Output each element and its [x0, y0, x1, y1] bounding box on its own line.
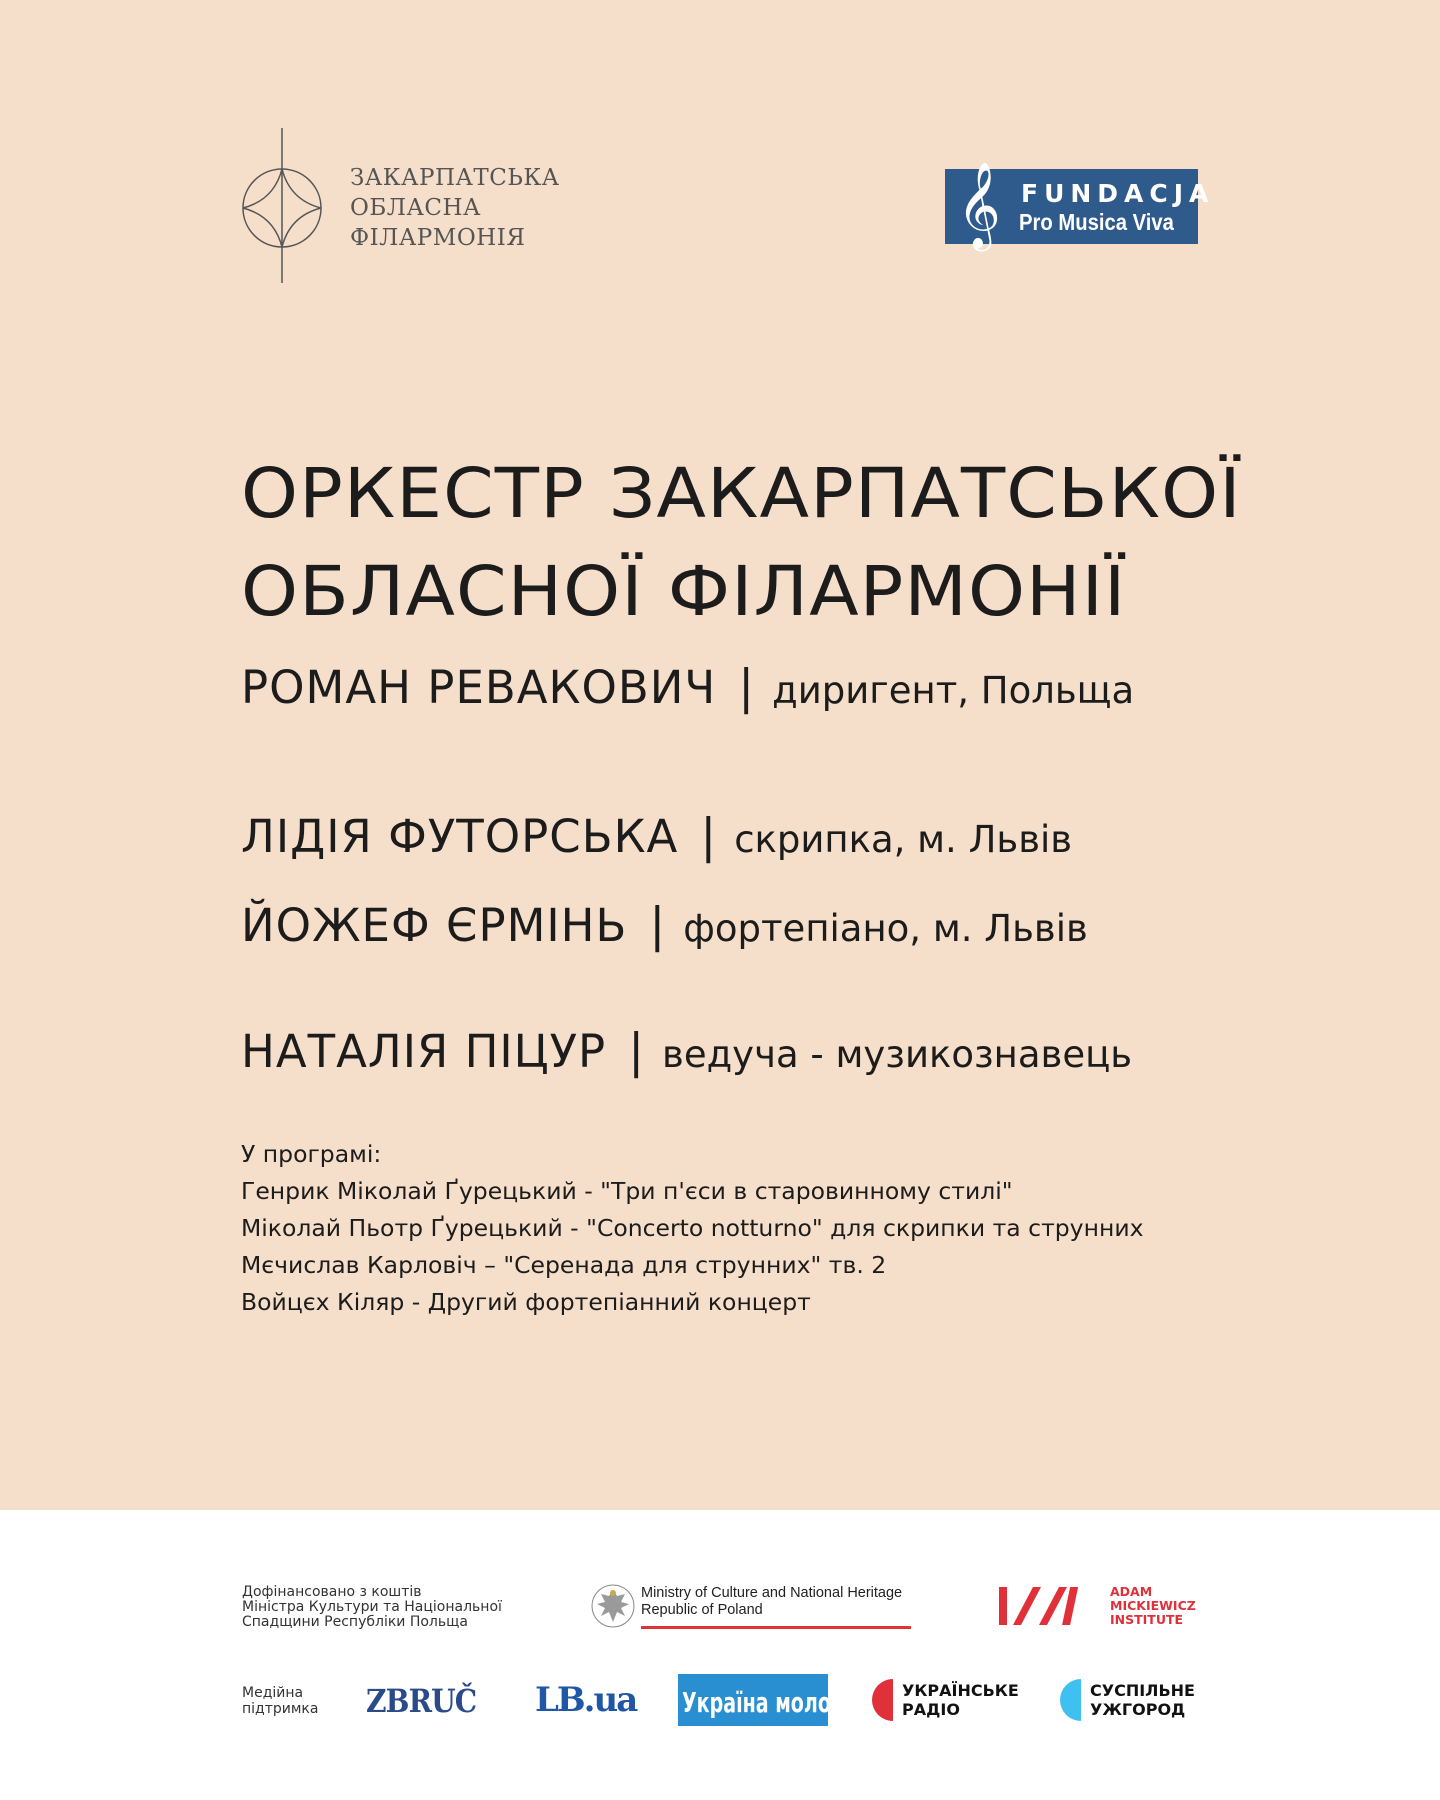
ami-line-3: INSTITUTE	[1110, 1612, 1184, 1627]
performer-name: РОМАН РЕВАКОВИЧ	[241, 661, 717, 714]
lbua-logo: LB.ua	[535, 1680, 637, 1720]
fundacja-word: FUNDACJA	[1021, 179, 1215, 208]
program-list	[241, 1136, 1144, 1321]
ministry-underline	[641, 1626, 911, 1629]
performer-violin	[241, 809, 1072, 864]
performer-piano	[241, 898, 1088, 953]
ministry-line-2: Republic of Poland	[641, 1602, 763, 1618]
financing-note	[242, 1585, 502, 1630]
performer-role: фортепіано, м. Львів	[683, 907, 1088, 950]
separator: |	[628, 1024, 645, 1079]
suspilne-uzhhorod-logo	[1060, 1679, 1210, 1723]
program-item: Генрик Міколай Ґурецький - "Три п'єси в старовинному стилі"	[241, 1177, 1013, 1205]
separator: |	[700, 809, 717, 864]
performer-name: НАТАЛІЯ ПІЦУР	[241, 1025, 607, 1078]
title-line-2: ОБЛАСНОЇ ФІЛАРМОНІЇ	[241, 552, 1127, 632]
philharmonic-logo	[240, 128, 560, 288]
separator: |	[738, 660, 755, 715]
philharmonic-line-1: ЗАКАРПАТСЬКА	[350, 165, 560, 191]
performer-role: ведуча - музикознавець	[662, 1033, 1133, 1076]
ami-line-2: MICKIEWICZ	[1110, 1598, 1196, 1613]
program-item: Войцєх Кіляр - Другий фортепіанний концерт	[241, 1288, 811, 1316]
concert-title	[241, 445, 1242, 641]
financing-line: Дофінансовано з коштів	[242, 1584, 422, 1600]
program-item: Мєчислав Карловіч – "Серенада для струнних" тв. 2	[241, 1251, 887, 1279]
polish-eagle-icon	[591, 1582, 635, 1630]
media-support-label	[242, 1685, 318, 1717]
suspilne-half-circle-icon	[1060, 1679, 1082, 1721]
program-item: Міколай Пьотр Ґурецький - "Concerto notturno" для скрипки та струнних	[241, 1214, 1144, 1242]
program-heading: У програмі:	[241, 1140, 382, 1168]
ami-mark-icon	[997, 1583, 1097, 1629]
media-label-line: Медійна	[242, 1685, 304, 1701]
title-line-1: ОРКЕСТР ЗАКАРПАТСЬКОЇ	[241, 454, 1242, 534]
financing-line: Спадщини Республіки Польща	[242, 1614, 468, 1630]
fundacja-logo	[945, 162, 1215, 248]
performer-role: скрипка, м. Львів	[734, 818, 1073, 861]
adam-mickiewicz-institute-logo	[997, 1583, 1207, 1633]
separator: |	[649, 898, 666, 953]
suspilne-line: СУСПІЛЬНЕ	[1090, 1681, 1195, 1700]
performer-role: диригент, Польща	[772, 669, 1135, 712]
ministry-logo	[591, 1582, 911, 1632]
philharmonic-line-3: ФІЛАРМОНІЯ	[350, 225, 526, 251]
performer-conductor	[241, 660, 1134, 715]
philharmonic-emblem-icon	[240, 128, 340, 288]
radio-half-circle-icon	[872, 1679, 894, 1721]
sponsor-footer	[0, 1510, 1440, 1800]
radio-line: УКРАЇНСЬКЕ	[902, 1681, 1019, 1700]
ami-line-1: ADAM	[1110, 1584, 1153, 1599]
ukrainian-radio-logo	[872, 1679, 1022, 1723]
financing-line: Міністра Культури та Національної	[242, 1599, 502, 1615]
philharmonic-line-2: ОБЛАСНА	[350, 195, 481, 221]
zbruc-logo: ZBRUČ	[366, 1682, 477, 1720]
performer-name: ЛІДІЯ ФУТОРСЬКА	[241, 810, 679, 863]
suspilne-line: УЖГОРОД	[1090, 1700, 1186, 1719]
ukraina-moloda-logo	[678, 1674, 860, 1726]
ukraina-moloda-text: Україна молода	[682, 1686, 860, 1719]
performer-host	[241, 1024, 1132, 1079]
performer-name: ЙОЖЕФ ЄРМІНЬ	[241, 899, 628, 952]
media-label-line: підтримка	[242, 1701, 319, 1717]
treble-clef-icon: 𝄞	[957, 162, 1001, 248]
fundacja-name: Pro Musica Viva	[1019, 209, 1174, 235]
radio-line: РАДІО	[902, 1700, 960, 1719]
ministry-line-1: Ministry of Culture and National Heritage	[641, 1585, 903, 1601]
